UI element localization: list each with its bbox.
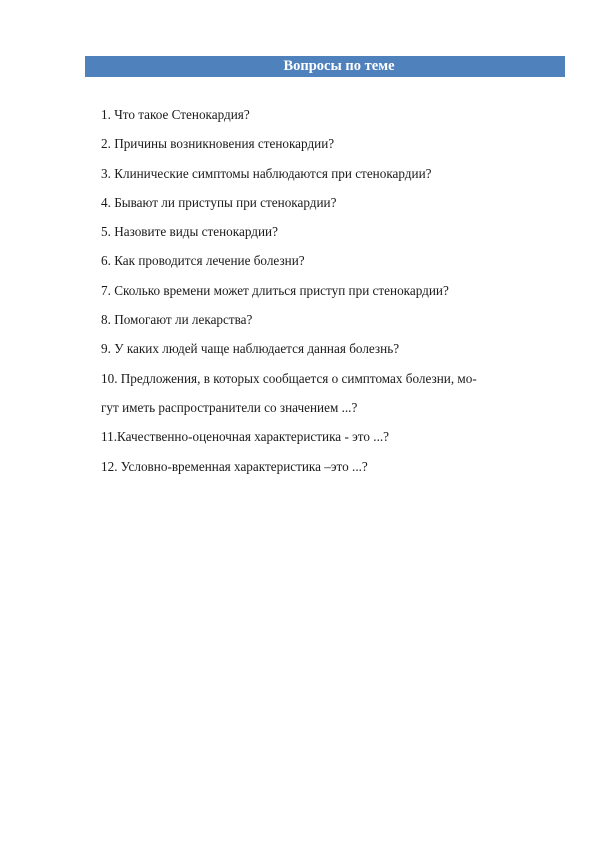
question-item-3: 3. Клинические симптомы наблюдаются при стенокардии? bbox=[101, 165, 432, 181]
question-item-12: 12. Условно-временная характеристика –это ...? bbox=[101, 458, 368, 474]
question-item-1: 1. Что такое Стенокардия? bbox=[101, 107, 250, 122]
question-item-11: 11.Качественно-оценочная характеристика - это ...? bbox=[101, 429, 390, 445]
question-item-8: 8. Помогают ли лекарства? bbox=[101, 312, 253, 328]
question-item-10-line-1: 10. Предложения, в которых сообщается о симптомах болезни, мо- bbox=[101, 370, 477, 386]
question-item-2: 2. Причины возникновения стенокардии? bbox=[101, 136, 335, 152]
question-item-4: 4. Бывают ли приступы при стенокардии? bbox=[101, 194, 337, 210]
section-header-bar bbox=[85, 56, 565, 77]
question-item-5: 5. Назовите виды стенокардии? bbox=[101, 224, 278, 240]
question-item-7: 7. Сколько времени может длиться приступ при стенокардии? bbox=[101, 282, 449, 298]
question-item-10-line-2: гут иметь распространители со значением ...? bbox=[101, 399, 358, 415]
question-list bbox=[101, 100, 571, 481]
question-item-6: 6. Как проводится лечение болезни? bbox=[101, 253, 305, 269]
question-item-9: 9. У каких людей чаще наблюдается данная болезнь? bbox=[101, 341, 400, 357]
section-title: Вопросы по теме bbox=[283, 58, 395, 74]
